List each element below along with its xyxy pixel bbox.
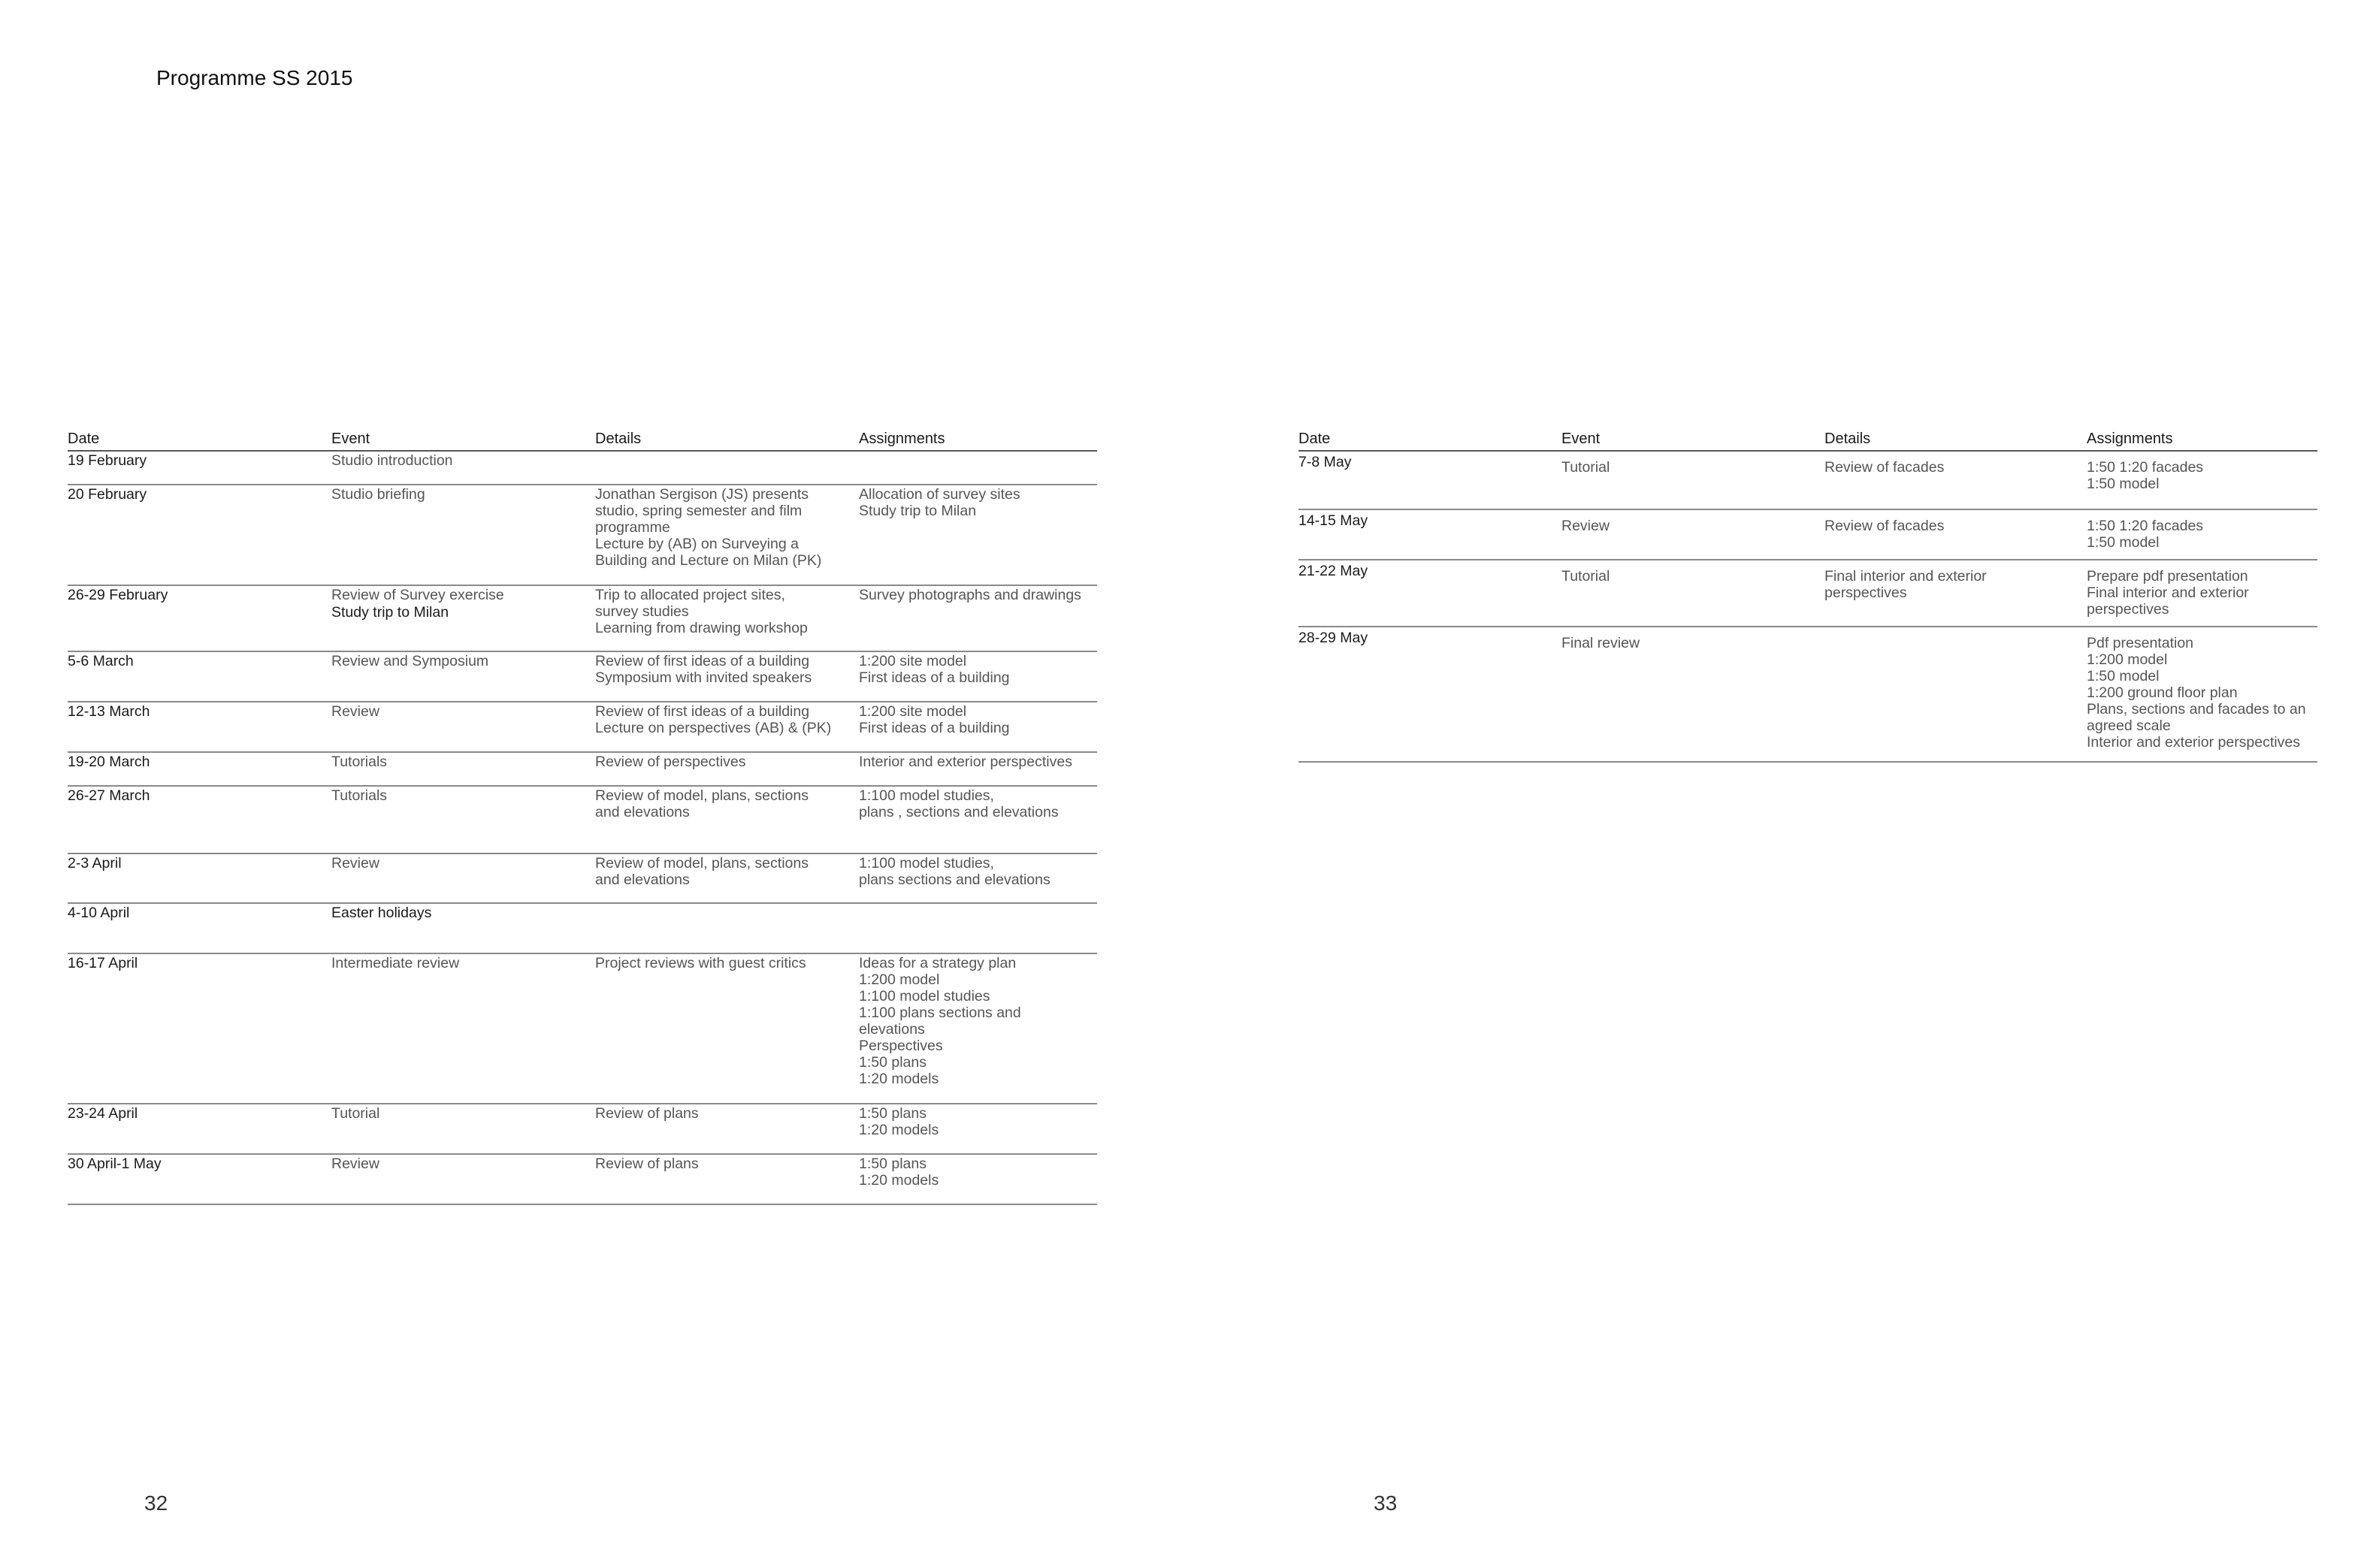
row-assignments	[859, 452, 1097, 484]
row-event: Tutorials	[331, 787, 388, 804]
row-details: Review of perspectives	[595, 754, 746, 770]
row-event: Tutorials	[331, 754, 388, 770]
row-assignments: 1:200 site model First ideas of a building	[859, 653, 1010, 686]
row-assignments: Ideas for a strategy plan 1:200 model 1:100 model studies 1:100 plans sections and elevations Perspectives 1:50 plans 1:20 models	[859, 955, 1021, 1087]
column-header-date: Date	[1298, 431, 1331, 447]
document-title: Programme SS 2015	[156, 66, 353, 89]
row-date: 23-24 April	[68, 1105, 138, 1122]
row-details	[595, 452, 859, 484]
column-header-event: Event	[331, 431, 370, 447]
column-header-date: Date	[68, 431, 100, 447]
table-row	[68, 652, 1097, 702]
table-row	[68, 854, 1097, 904]
row-event: Review	[331, 703, 379, 720]
column-header-event: Event	[1561, 431, 1601, 447]
row-date: 7-8 May	[1298, 454, 1352, 470]
table-row	[68, 904, 1097, 954]
row-date: 26-27 March	[68, 787, 150, 804]
page-number-right: 33	[1374, 1491, 1398, 1515]
row-event: Review	[331, 1156, 379, 1172]
table-row	[68, 1104, 1097, 1155]
table-row	[68, 1155, 1097, 1205]
row-event-line: Review of Survey exercise	[331, 587, 504, 603]
row-date: 21-22 May	[1298, 563, 1368, 579]
row-details: Review of first ideas of a building Symposium with invited speakers	[595, 653, 812, 686]
row-date: 30 April-1 May	[68, 1156, 162, 1172]
row-assignments: Pdf presentation 1:200 model 1:50 model 1:200 ground floor plan Plans, sections and facades to an agreed scale Interior and exterior perspectives	[2087, 635, 2306, 751]
row-details: Review of plans	[595, 1156, 699, 1172]
table-header	[68, 430, 1097, 452]
table-row	[1298, 452, 2317, 510]
column-header-details: Details	[595, 431, 642, 447]
row-assignments: 1:50 plans 1:20 models	[859, 1105, 939, 1138]
row-event: Studio briefing	[331, 486, 425, 503]
table-row	[68, 485, 1097, 586]
row-assignments: Allocation of survey sites Study trip to Milan	[859, 486, 1020, 519]
row-event: Tutorial	[331, 1105, 380, 1122]
row-details: Trip to allocated project sites, survey studies Learning from drawing workshop	[595, 587, 808, 636]
row-date: 16-17 April	[68, 955, 138, 971]
row-details: Review of facades	[1824, 518, 1945, 534]
column-header-assignments: Assignments	[859, 431, 945, 447]
row-event: Easter holidays	[331, 905, 432, 921]
row-date: 12-13 March	[68, 703, 150, 720]
row-assignments: Prepare pdf presentation Final interior and exterior perspectives	[2087, 568, 2249, 618]
row-assignments: 1:50 plans 1:20 models	[859, 1156, 939, 1189]
row-assignments: 1:200 site model First ideas of a building	[859, 703, 1010, 736]
row-assignments: Interior and exterior perspectives	[859, 754, 1072, 770]
row-assignments: Survey photographs and drawings	[859, 587, 1081, 603]
schedule-table-left	[68, 430, 1097, 1205]
row-details: Final interior and exterior perspectives	[1824, 568, 1987, 601]
row-assignments: 1:100 model studies, plans sections and elevations	[859, 855, 1050, 888]
row-event	[331, 586, 595, 651]
row-event: Review and Symposium	[331, 653, 489, 669]
row-assignments: 1:50 1:20 facades 1:50 model	[2087, 518, 2204, 551]
row-date: 4-10 April	[68, 905, 130, 921]
table-header	[1298, 430, 2317, 452]
row-event: Intermediate review	[331, 955, 460, 971]
row-event: Review	[331, 855, 379, 872]
row-event: Tutorial	[1561, 459, 1610, 476]
row-date: 19-20 March	[68, 754, 150, 770]
row-date: 28-29 May	[1298, 630, 1368, 646]
row-assignments: 1:50 1:20 facades 1:50 model	[2087, 459, 2204, 492]
column-header-details: Details	[1824, 431, 1871, 447]
row-event: Review	[1561, 518, 1610, 534]
row-event: Studio introduction	[331, 452, 453, 469]
column-header-assignments: Assignments	[2087, 431, 2173, 447]
table-row	[68, 586, 1097, 652]
table-row	[1298, 560, 2317, 627]
row-date: 5-6 March	[68, 653, 134, 669]
row-event: Tutorial	[1561, 568, 1610, 585]
row-details	[1824, 627, 2087, 761]
table-row	[1298, 627, 2317, 763]
row-event-line: Study trip to Milan	[331, 604, 449, 621]
schedule-table-right	[1298, 430, 2317, 763]
row-details: Review of facades	[1824, 459, 1945, 476]
row-assignments: 1:100 model studies, plans , sections and elevations	[859, 787, 1059, 820]
row-date: 2-3 April	[68, 855, 122, 872]
row-date: 19 February	[68, 452, 147, 469]
row-details: Review of model, plans, sections and elevations	[595, 855, 809, 888]
row-details: Jonathan Sergison (JS) presents studio, spring semester and film programme Lecture by (AB) on Surveying a Building and Lecture on Milan (PK)	[595, 486, 822, 569]
row-date: 20 February	[68, 486, 147, 503]
row-details: Review of model, plans, sections and elevations	[595, 787, 809, 820]
row-date: 26-29 February	[68, 587, 168, 603]
row-event: Final review	[1561, 635, 1640, 651]
table-row	[68, 954, 1097, 1104]
row-details: Project reviews with guest critics	[595, 955, 806, 971]
row-details: Review of plans	[595, 1105, 699, 1122]
table-row	[68, 787, 1097, 854]
table-row	[68, 753, 1097, 787]
table-row	[68, 702, 1097, 753]
page-number-left: 32	[144, 1491, 168, 1515]
table-row	[1298, 510, 2317, 560]
row-assignments	[859, 904, 1097, 953]
row-date: 14-15 May	[1298, 512, 1368, 529]
row-details	[595, 904, 859, 953]
row-details: Review of first ideas of a building Lecture on perspectives (AB) & (PK)	[595, 703, 832, 736]
table-row	[68, 452, 1097, 485]
